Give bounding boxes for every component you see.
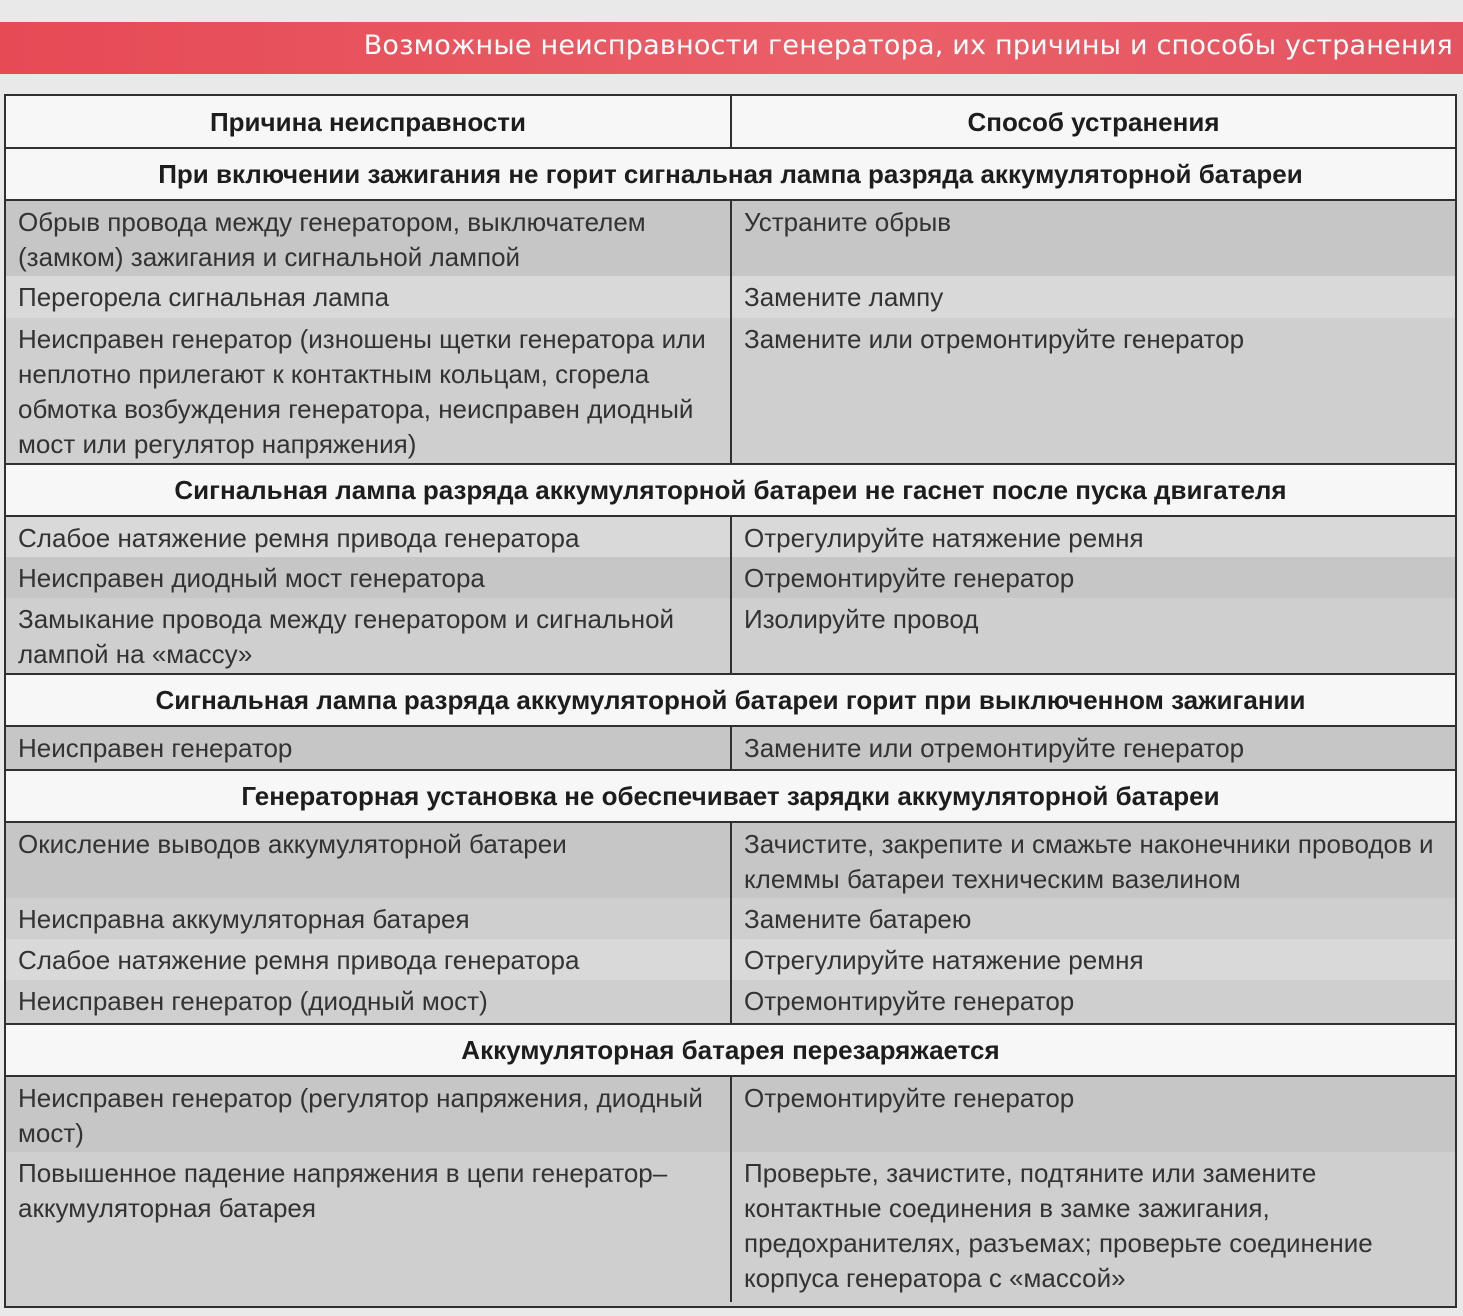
title-banner bbox=[0, 22, 1463, 74]
cause-cell: Неисправен генератор bbox=[6, 726, 731, 770]
table-row bbox=[6, 726, 1455, 770]
cause-cell: Слабое натяжение ремня привода генератора bbox=[6, 516, 731, 557]
cause-cell: Слабое натяжение ремня привода генератора bbox=[6, 939, 731, 980]
section-heading-row bbox=[6, 1024, 1455, 1076]
cause-cell: Неисправен генератор (регулятор напряжения, диодный мост) bbox=[6, 1076, 731, 1152]
remedy-cell: Замените лампу bbox=[731, 276, 1455, 318]
page-title: Возможные неисправности генератора, их причины и способы устранения bbox=[363, 30, 1453, 61]
section-heading: Сигнальная лампа разряда аккумуляторной батареи не гаснет после пуска двигателя bbox=[6, 464, 1455, 516]
table-row bbox=[6, 557, 1455, 598]
remedy-cell: Замените или отремонтируйте генератор bbox=[731, 726, 1455, 770]
table-row bbox=[6, 276, 1455, 318]
section-heading: Аккумуляторная батарея перезаряжается bbox=[6, 1024, 1455, 1076]
table-row bbox=[6, 1152, 1455, 1302]
cause-cell: Окисление выводов аккумуляторной батареи bbox=[6, 822, 731, 898]
cause-cell: Неисправна аккумуляторная батарея bbox=[6, 898, 731, 939]
section-heading-row bbox=[6, 674, 1455, 726]
cause-cell: Неисправен генератор (диодный мост) bbox=[6, 980, 731, 1024]
remedy-cell: Изолируйте провод bbox=[731, 598, 1455, 674]
table-row bbox=[6, 898, 1455, 939]
table-row bbox=[6, 318, 1455, 464]
cause-cell: Неисправен генератор (изношены щетки генератора или неплотно прилегают к контактным кольцам, сгорела обмотка возбуждения генератора, неисправен диодный мост или регулятор напряжения) bbox=[6, 318, 731, 464]
remedy-cell: Зачистите, закрепите и смажьте наконечники проводов и клеммы батареи техническим вазелином bbox=[731, 822, 1455, 898]
section-heading: Генераторная установка не обеспечивает зарядки аккумуляторной батареи bbox=[6, 770, 1455, 822]
table-row bbox=[6, 939, 1455, 980]
section-heading: Сигнальная лампа разряда аккумуляторной батареи горит при выключенном зажигании bbox=[6, 674, 1455, 726]
remedy-cell: Замените или отремонтируйте генератор bbox=[731, 318, 1455, 464]
table-row bbox=[6, 980, 1455, 1024]
column-header-remedy: Способ устранения bbox=[731, 96, 1455, 148]
section-heading-row bbox=[6, 148, 1455, 200]
remedy-cell: Отрегулируйте натяжение ремня bbox=[731, 516, 1455, 557]
remedy-cell: Отремонтируйте генератор bbox=[731, 557, 1455, 598]
faults-table bbox=[6, 96, 1455, 1302]
cause-cell: Неисправен диодный мост генератора bbox=[6, 557, 731, 598]
cause-cell: Обрыв провода между генератором, выключателем (замком) зажигания и сигнальной лампой bbox=[6, 200, 731, 276]
table-row bbox=[6, 822, 1455, 898]
table-header-row bbox=[6, 96, 1455, 148]
remedy-cell: Отрегулируйте натяжение ремня bbox=[731, 939, 1455, 980]
table-row bbox=[6, 200, 1455, 276]
section-heading-row bbox=[6, 464, 1455, 516]
cause-cell: Замыкание провода между генератором и сигнальной лампой на «массу» bbox=[6, 598, 731, 674]
remedy-cell: Замените батарею bbox=[731, 898, 1455, 939]
cause-cell: Перегорела сигнальная лампа bbox=[6, 276, 731, 318]
remedy-cell: Проверьте, зачистите, подтяните или замените контактные соединения в замке зажигания, предохранителях, разъемах; проверьте соединение корпуса генератора с «массой» bbox=[731, 1152, 1455, 1302]
section-heading-row bbox=[6, 770, 1455, 822]
table-row bbox=[6, 1076, 1455, 1152]
remedy-cell: Устраните обрыв bbox=[731, 200, 1455, 276]
faults-table-frame bbox=[4, 94, 1457, 1308]
remedy-cell: Отремонтируйте генератор bbox=[731, 980, 1455, 1024]
remedy-cell: Отремонтируйте генератор bbox=[731, 1076, 1455, 1152]
section-heading: При включении зажигания не горит сигнальная лампа разряда аккумуляторной батареи bbox=[6, 148, 1455, 200]
column-header-cause: Причина неисправности bbox=[6, 96, 731, 148]
cause-cell: Повышенное падение напряжения в цепи генератор–аккумуляторная батарея bbox=[6, 1152, 731, 1302]
table-row bbox=[6, 598, 1455, 674]
table-row bbox=[6, 516, 1455, 557]
